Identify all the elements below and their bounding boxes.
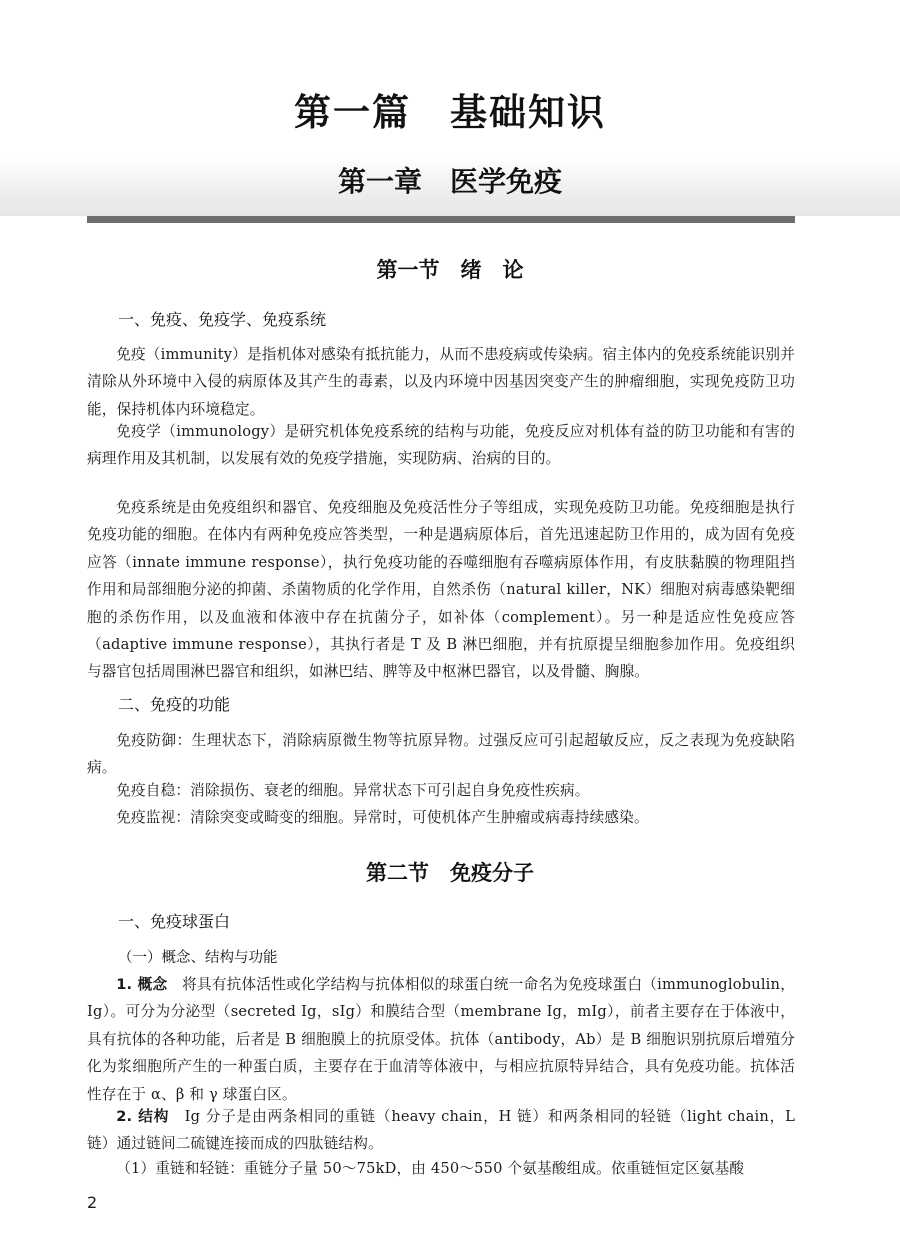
text-concept: 将具有抗体活性或化学结构与抗体相似的球蛋白统一命名为免疫球蛋白（immunoglobulin，Ig）。可分为分泌型（secreted Ig，sIg）和膜结合型（membrane Ig，mIg），前者主要存在于体液中，具有抗体的各种功能，后者是 B 细胞膜上的抗原受体。抗体（antibody，Ab）是 B 细胞识别抗原后增殖分化为浆细胞所产生的一种蛋白质，主要存在于血清等体液中，与相应抗原特异结合，具有免疫功能。抗体活性存在于 α、β 和 γ 球蛋白区。 (87, 976, 795, 1103)
chapter-title: 第一章 医学免疫 (337, 165, 562, 198)
paragraph-concept (87, 971, 795, 1108)
paragraph-immunology: 免疫学（immunology）是研究机体免疫系统的结构与功能，免疫反应对机体有益的防卫功能和有害的病理作用及其机制，以发展有效的免疫学措施，实现防病、治病的目的。 (87, 423, 795, 468)
paragraph-immunity: 免疫（immunity）是指机体对感染有抵抗能力，从而不患疫病或传染病。宿主体内的免疫系统能识别并清除从外环境中入侵的病原体及其产生的毒素，以及内环境中因基因突变产生的肿瘤细胞，实现免疫防卫功能，保持机体内环境稳定。 (87, 346, 795, 418)
heading-immunoglobulin: 一、免疫球蛋白 (118, 912, 231, 931)
paragraph-heavy-light-chain: （1）重链和轻链：重链分子量 50～75kD，由 450～550 个氨基酸组成。依重链恒定区氨基酸 (116, 1160, 745, 1177)
paragraph-structure (87, 1103, 795, 1158)
chapter-rule (87, 216, 795, 223)
label-concept: 1. 概念 (116, 976, 168, 993)
paragraph-immune-homeostasis: 免疫自稳：消除损伤、衰老的细胞。异常状态下可引起自身免疫性疾病。 (116, 782, 590, 799)
subheading-concept-structure: （一）概念、结构与功能 (118, 950, 278, 966)
heading-immunity-system: 一、免疫、免疫学、免疫系统 (118, 310, 327, 329)
page-number: 2 (87, 1193, 98, 1212)
paragraph-immune-surveillance: 免疫监视：清除突变或畸变的细胞。异常时，可使机体产生肿瘤或病毒持续感染。 (116, 809, 649, 826)
section-title-immune-molecules: 第二节 免疫分子 (366, 860, 534, 885)
heading-immune-functions: 二、免疫的功能 (118, 695, 231, 714)
paragraph-immune-defense: 免疫防御：生理状态下，消除病原微生物等抗原异物。过强反应可引起超敏反应，反之表现为免疫缺陷病。 (87, 732, 795, 777)
label-structure: 2. 结构 (116, 1108, 170, 1125)
part-title: 第一篇 基础知识 (294, 91, 606, 134)
text-structure: Ig 分子是由两条相同的重链（heavy chain，H 链）和两条相同的轻链（light chain，L 链）通过链间二硫键连接而成的四肽链结构。 (87, 1108, 796, 1153)
paragraph-immune-system: 免疫系统是由免疫组织和器官、免疫细胞及免疫活性分子等组成，实现免疫防卫功能。免疫细胞是执行免疫功能的细胞。在体内有两种免疫应答类型，一种是遇病原体后，首先迅速起防卫作用的，成为固有免疫应答（innate immune response），执行免疫功能的吞噬细胞有吞噬病原体作用，有皮肤黏膜的物理阻挡作用和局部细胞分泌的抑菌、杀菌物质的化学作用，自然杀伤（natural killer，NK）细胞对病毒感染靶细胞的杀伤作用，以及血液和体液中存在抗菌分子，如补体（complement）。另一种是适应性免疫应答（adaptive immune response），其执行者是 T 及 B 淋巴细胞，并有抗原提呈细胞参加作用。免疫组织与器官包括周围淋巴器官和组织，如淋巴结、脾等及中枢淋巴器官，以及骨髓、胸腺。 (87, 499, 795, 681)
section-title-intro: 第一节 绪 论 (376, 257, 524, 282)
